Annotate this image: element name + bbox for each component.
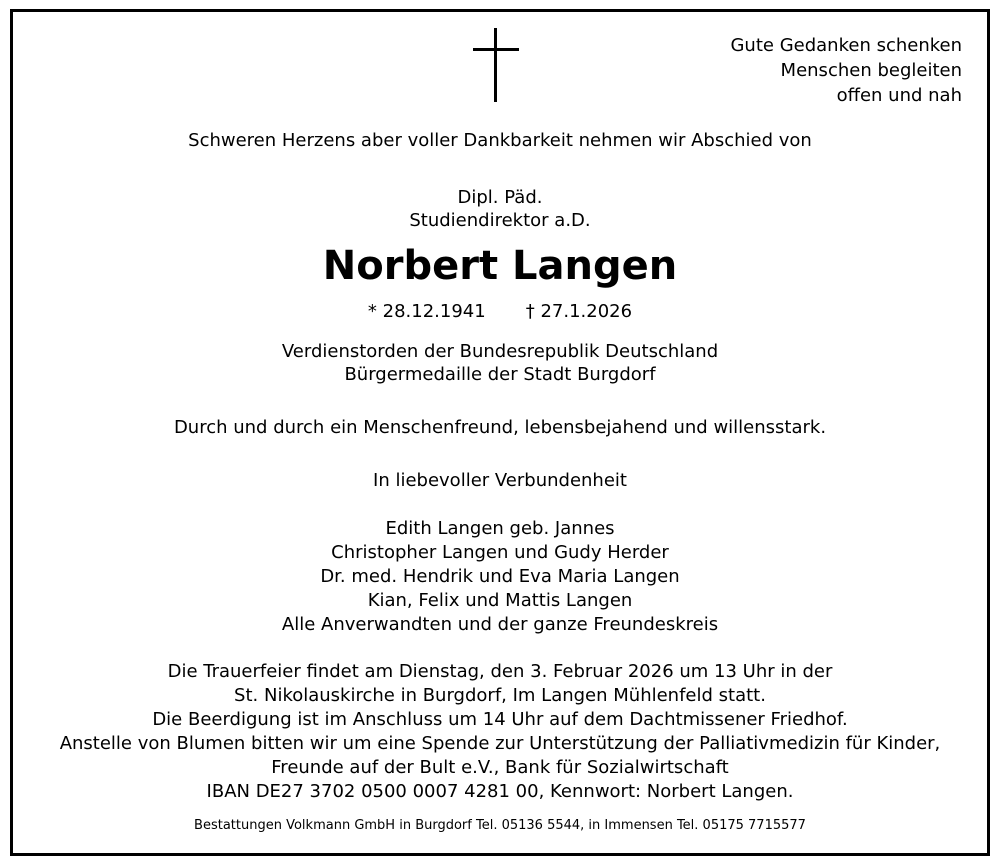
title-line: Studiendirektor a.D. — [409, 210, 591, 231]
tribute-text: Durch und durch ein Menschenfreund, lebensbejahend und willensstark. — [173, 417, 827, 438]
ceremony-line: Freunde auf der Bult e.V., Bank für Sozialwirtschaft — [271, 757, 729, 778]
motto-line: Menschen begleiten — [780, 60, 962, 81]
closing-text: In liebevoller Verbundenheit — [373, 470, 627, 491]
birth-date: * 28.12.1941 — [367, 301, 486, 322]
mourner-line: Alle Anverwandten und der ganze Freundeskreis — [281, 614, 719, 635]
title-line: Dipl. Päd. — [457, 187, 543, 208]
ceremony-line: IBAN DE27 3702 0500 0007 4281 00, Kennwort: Norbert Langen. — [206, 781, 794, 802]
mourner-line: Edith Langen geb. Jannes — [385, 518, 615, 539]
mourner-line: Christopher Langen und Gudy Herder — [331, 542, 669, 563]
honor-line: Bürgermedaille der Stadt Burgdorf — [344, 364, 656, 385]
motto-line: Gute Gedanken schenken — [730, 35, 962, 56]
deceased-name: Norbert Langen — [322, 243, 678, 289]
cross-icon — [473, 28, 519, 102]
mourner-line: Dr. med. Hendrik und Eva Maria Langen — [320, 566, 680, 587]
ceremony-line: Anstelle von Blumen bitten wir um eine Spende zur Unterstützung der Palliativmedizin für Kinder, — [59, 733, 941, 754]
intro-text: Schweren Herzens aber voller Dankbarkeit nehmen wir Abschied von — [188, 130, 812, 151]
life-dates — [0, 301, 1000, 322]
honor-line: Verdienstorden der Bundesrepublik Deutschland — [281, 341, 719, 362]
death-date: † 27.1.2026 — [525, 301, 633, 322]
ceremony-line: Die Trauerfeier findet am Dienstag, den 3. Februar 2026 um 13 Uhr in der — [167, 661, 833, 682]
footer-undertaker: Bestattungen Volkmann GmbH in Burgdorf Tel. 05136 5544, in Immensen Tel. 05175 7715577 — [194, 818, 806, 833]
motto-line: offen und nah — [836, 85, 962, 106]
mourner-line: Kian, Felix und Mattis Langen — [367, 590, 633, 611]
ceremony-line: St. Nikolauskirche in Burgdorf, Im Langen Mühlenfeld statt. — [234, 685, 766, 706]
ceremony-line: Die Beerdigung ist im Anschluss um 14 Uhr auf dem Dachtmissener Friedhof. — [152, 709, 848, 730]
